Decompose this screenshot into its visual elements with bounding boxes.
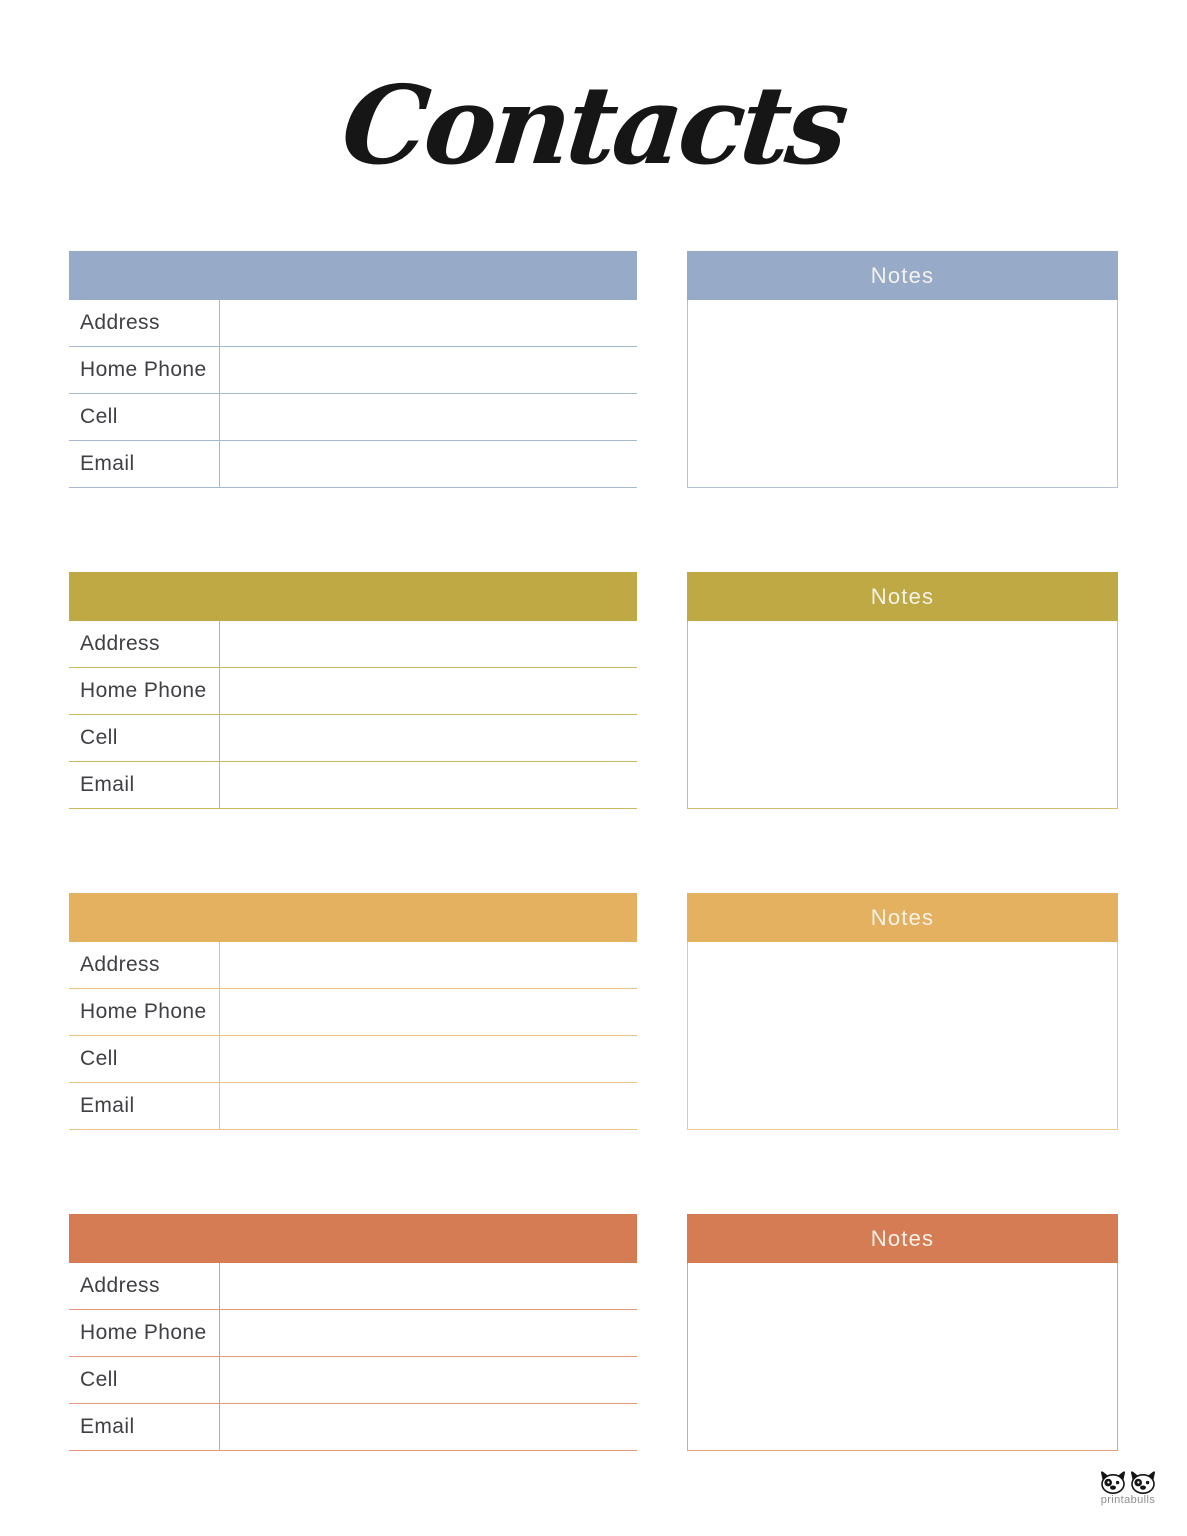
notes-header xyxy=(687,893,1118,942)
contact-table xyxy=(69,1214,637,1451)
printabulls-logo xyxy=(1091,1470,1165,1506)
table-row xyxy=(69,1404,637,1451)
field-label-email: Email xyxy=(80,452,135,475)
notes-title: Notes xyxy=(870,904,935,930)
table-row xyxy=(69,942,637,989)
name-header-bar[interactable] xyxy=(69,572,637,621)
field-value-home-phone[interactable] xyxy=(219,1310,637,1356)
notes-body[interactable] xyxy=(687,300,1118,488)
field-value-cell[interactable] xyxy=(219,715,637,761)
field-value-address[interactable] xyxy=(219,621,637,667)
contact-table xyxy=(69,572,637,809)
notes-title: Notes xyxy=(870,583,935,609)
notes-title: Notes xyxy=(870,262,935,288)
contact-blocks xyxy=(0,251,1187,1451)
field-value-address[interactable] xyxy=(219,942,637,988)
field-label-email: Email xyxy=(80,1094,135,1117)
field-value-email[interactable] xyxy=(219,762,637,808)
field-value-email[interactable] xyxy=(219,1404,637,1450)
table-row xyxy=(69,1310,637,1357)
field-label-cell: Cell xyxy=(80,726,118,749)
title-area xyxy=(0,0,1187,251)
notes-body[interactable] xyxy=(687,1263,1118,1451)
field-value-home-phone[interactable] xyxy=(219,668,637,714)
name-header-bar[interactable] xyxy=(69,893,637,942)
table-row xyxy=(69,762,637,809)
notes-header xyxy=(687,1214,1118,1263)
field-value-email[interactable] xyxy=(219,441,637,487)
notes-header xyxy=(687,572,1118,621)
table-row xyxy=(69,1263,637,1310)
page-title: Contacts xyxy=(336,62,851,189)
table-row xyxy=(69,668,637,715)
table-row xyxy=(69,621,637,668)
table-row xyxy=(69,1036,637,1083)
contact-block-1 xyxy=(69,251,1118,488)
logo-text: printabulls xyxy=(1100,1494,1156,1506)
notes-box xyxy=(687,893,1118,1130)
notes-header xyxy=(687,251,1118,300)
notes-box xyxy=(687,572,1118,809)
field-label-email: Email xyxy=(80,1415,135,1438)
field-label-address: Address xyxy=(80,632,160,655)
field-label-home-phone: Home Phone xyxy=(80,358,207,381)
field-label-cell: Cell xyxy=(80,1368,118,1391)
field-value-cell[interactable] xyxy=(219,394,637,440)
contact-table xyxy=(69,251,637,488)
field-value-address[interactable] xyxy=(219,300,637,346)
field-label-home-phone: Home Phone xyxy=(80,1000,207,1023)
table-row xyxy=(69,715,637,762)
field-label-cell: Cell xyxy=(80,1047,118,1070)
field-value-cell[interactable] xyxy=(219,1036,637,1082)
field-value-home-phone[interactable] xyxy=(219,347,637,393)
table-row xyxy=(69,441,637,488)
field-value-address[interactable] xyxy=(219,1263,637,1309)
notes-box xyxy=(687,1214,1118,1451)
table-row xyxy=(69,300,637,347)
field-value-home-phone[interactable] xyxy=(219,989,637,1035)
field-label-cell: Cell xyxy=(80,405,118,428)
field-label-address: Address xyxy=(80,953,160,976)
field-value-email[interactable] xyxy=(219,1083,637,1129)
contact-block-2 xyxy=(69,572,1118,809)
field-value-cell[interactable] xyxy=(219,1357,637,1403)
table-row xyxy=(69,1083,637,1130)
field-label-address: Address xyxy=(80,1274,160,1297)
field-label-email: Email xyxy=(80,773,135,796)
field-label-address: Address xyxy=(80,311,160,334)
name-header-bar[interactable] xyxy=(69,251,637,300)
contact-block-3 xyxy=(69,893,1118,1130)
bulldogs-icon xyxy=(1099,1470,1157,1494)
notes-body[interactable] xyxy=(687,621,1118,809)
table-row xyxy=(69,989,637,1036)
notes-title: Notes xyxy=(870,1225,935,1251)
table-row xyxy=(69,347,637,394)
field-label-home-phone: Home Phone xyxy=(80,679,207,702)
contact-block-4 xyxy=(69,1214,1118,1451)
notes-body[interactable] xyxy=(687,942,1118,1130)
field-label-home-phone: Home Phone xyxy=(80,1321,207,1344)
notes-box xyxy=(687,251,1118,488)
contact-table xyxy=(69,893,637,1130)
name-header-bar[interactable] xyxy=(69,1214,637,1263)
table-row xyxy=(69,394,637,441)
table-row xyxy=(69,1357,637,1404)
